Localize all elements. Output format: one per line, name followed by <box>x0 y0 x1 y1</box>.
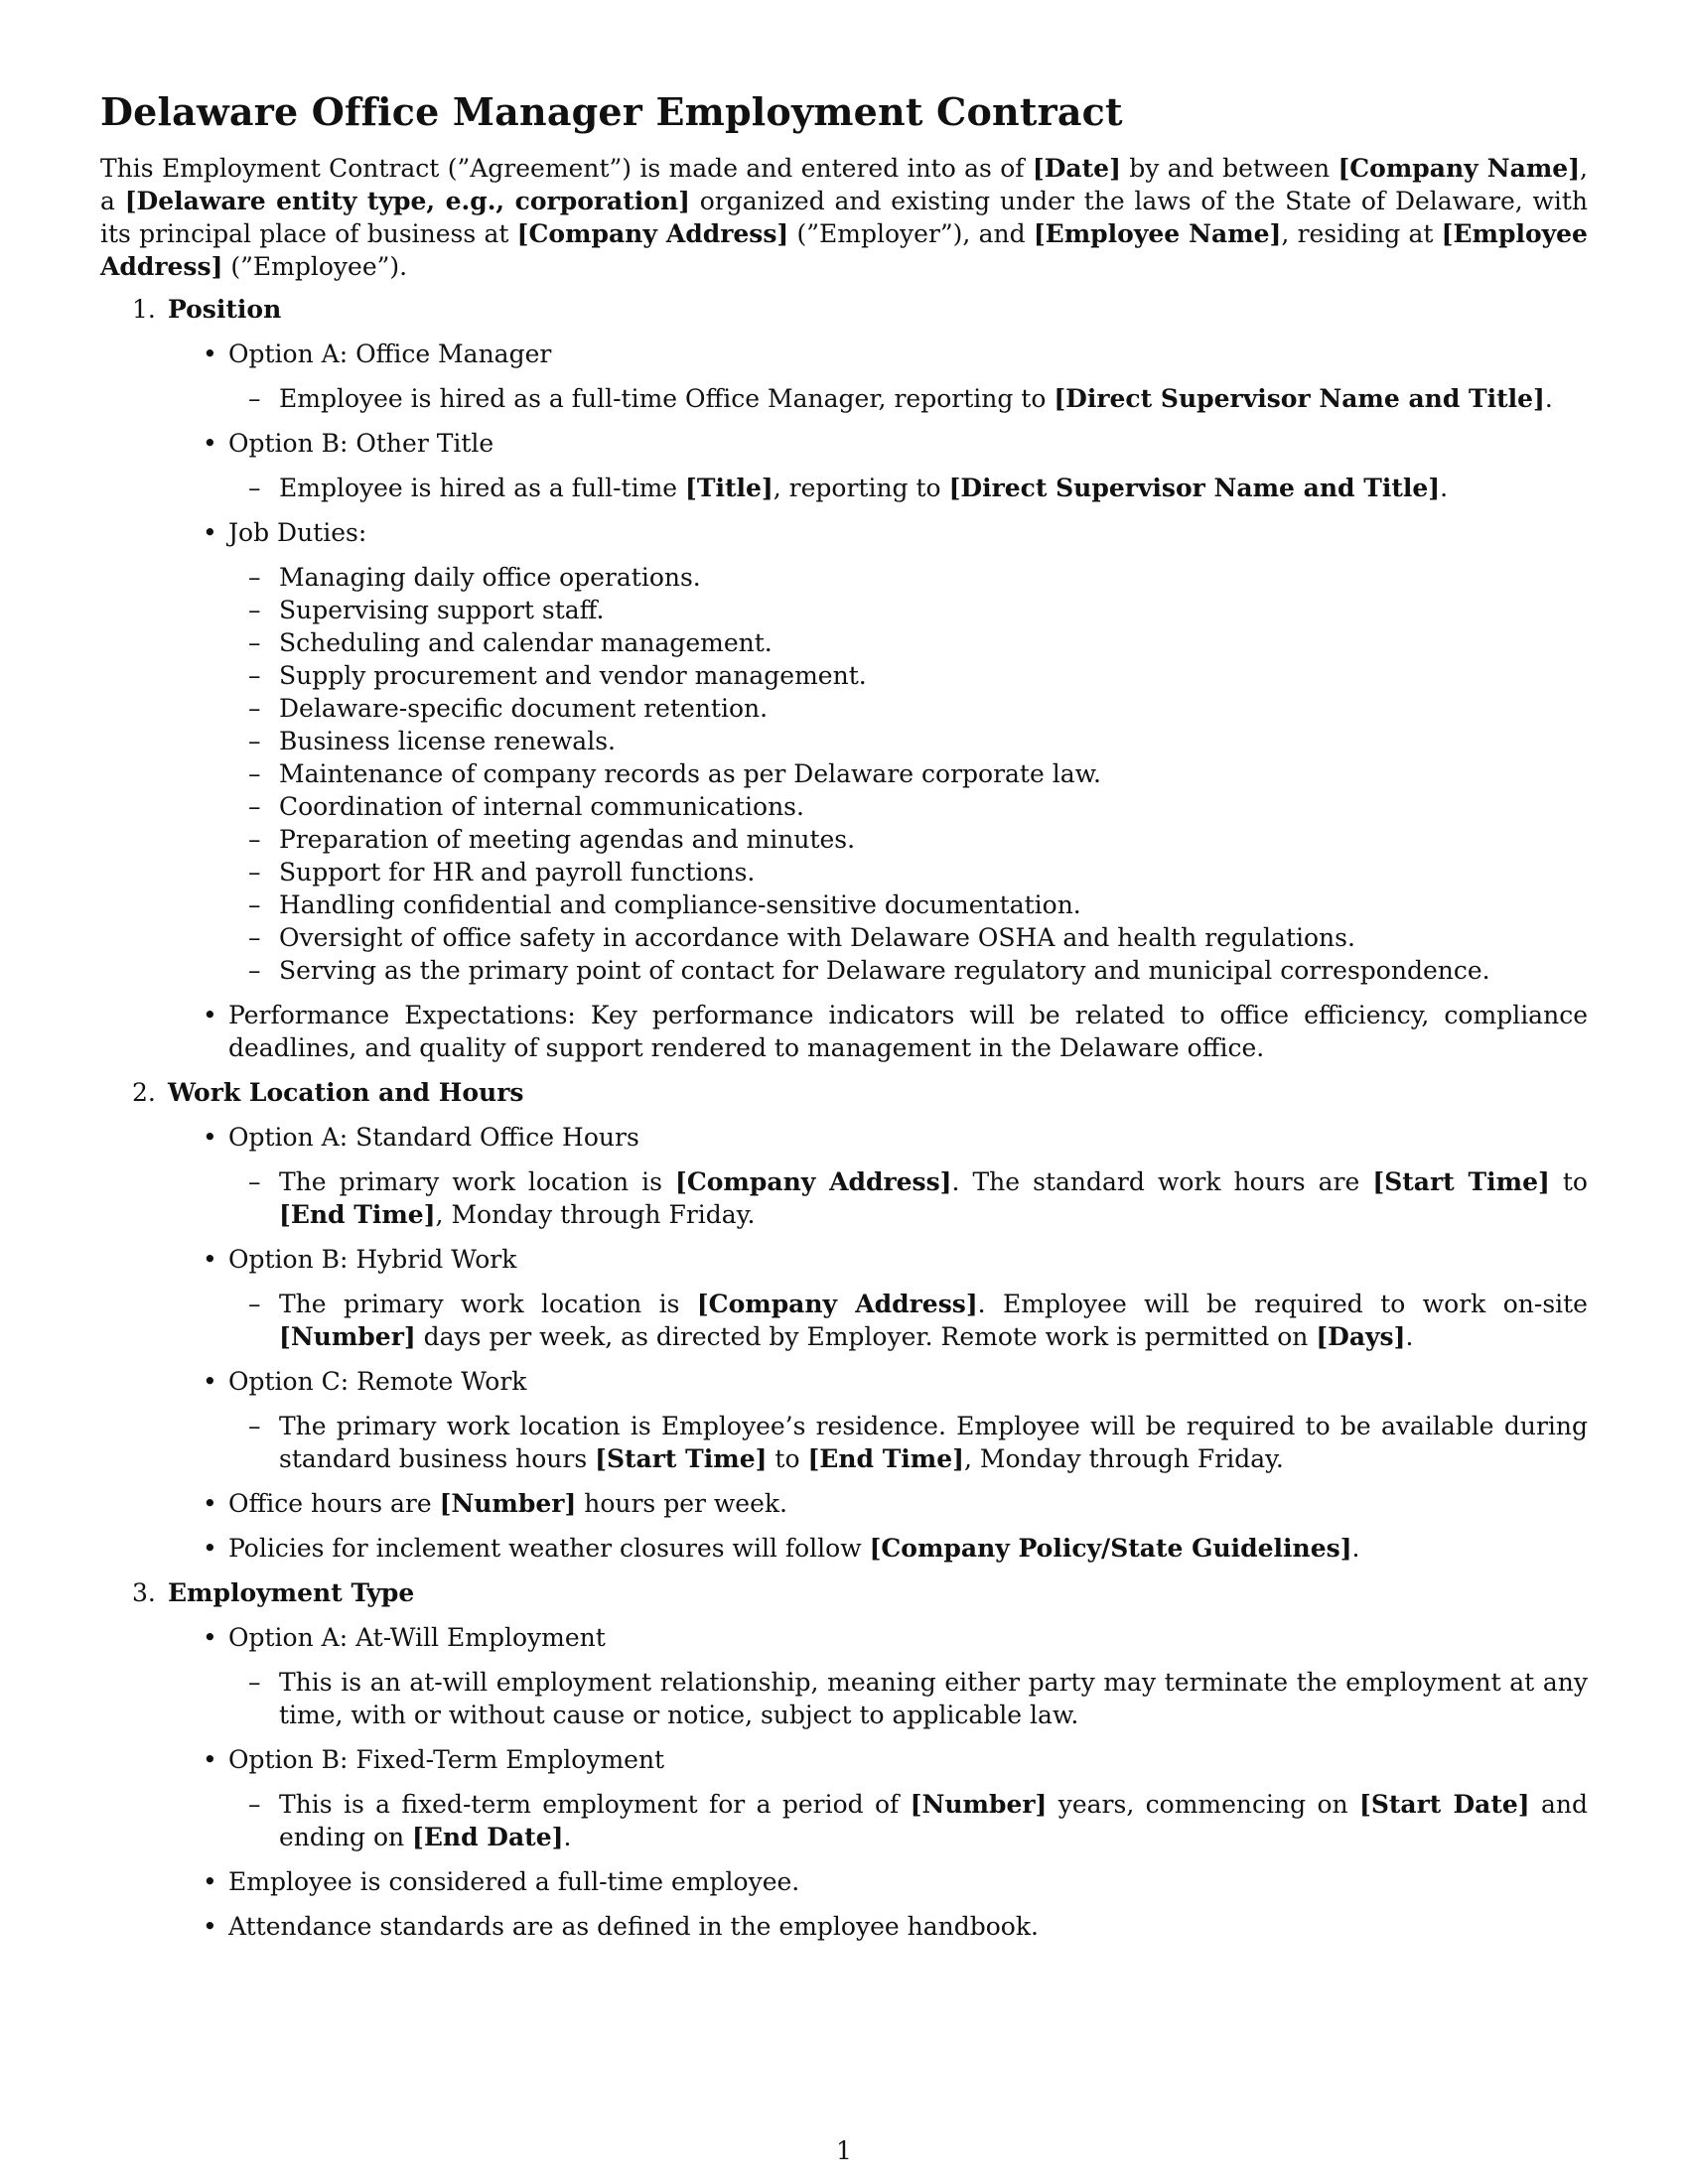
document-title: Delaware Office Manager Employment Contract <box>100 89 1123 134</box>
office-hours <box>228 1487 1588 1520</box>
dash-icon: – <box>248 727 261 755</box>
option-label: Option C: Remote Work <box>228 1367 527 1396</box>
placeholder-date: [Date] <box>1032 154 1121 183</box>
text: . <box>563 1823 572 1851</box>
placeholder-start-time: [Start Time] <box>595 1444 768 1473</box>
dash-icon: – <box>248 825 261 854</box>
bullet-icon: • <box>203 1245 217 1274</box>
intro-paragraph <box>100 152 1588 283</box>
placeholder-number: [Number] <box>279 1322 416 1351</box>
section-employment-type <box>100 1576 1588 1943</box>
bullet-icon: • <box>203 1867 217 1896</box>
text: , Monday through Friday. <box>435 1200 756 1229</box>
text: days per week, as directed by Employer. Remote work is permitted on <box>415 1322 1317 1351</box>
text: Employee is hired as a full-time <box>279 474 686 502</box>
text: Coordination of internal communications. <box>279 792 804 821</box>
text: The primary work location is Employee’s residence. Employee will be required to be available during standard business hours <box>279 1412 1588 1473</box>
text: . <box>1440 474 1449 502</box>
text: This is a fixed-term employment for a period of <box>279 1790 911 1819</box>
duty-item <box>228 856 1588 888</box>
intro-text: , a <box>100 154 1588 215</box>
text: . <box>1544 384 1553 413</box>
section-title: Work Location and Hours <box>168 1078 524 1107</box>
placeholder-company-name: [Company Name] <box>1337 154 1581 183</box>
intro-text: by and between <box>1120 154 1338 183</box>
section-number: 3. <box>132 1578 156 1607</box>
sub-list-item <box>228 382 1588 415</box>
text: Supervising support staff. <box>279 596 605 624</box>
text: Delaware-specific document retention. <box>279 694 769 723</box>
dash-icon: – <box>248 890 261 919</box>
duty-item <box>228 561 1588 594</box>
text: hours per week. <box>576 1489 787 1518</box>
job-duties-label: Job Duties: <box>228 518 367 547</box>
bullet-icon: • <box>203 1123 217 1152</box>
sub-list <box>228 382 1588 415</box>
dash-icon: – <box>248 858 261 887</box>
sub-list <box>228 1288 1588 1353</box>
text: Managing daily office operations. <box>279 563 701 592</box>
intro-text: This Employment Contract (”Agreement”) is made and entered into as of <box>100 154 1033 183</box>
list-item <box>168 1487 1588 1520</box>
bullet-icon: • <box>203 1623 217 1652</box>
list-item <box>168 1365 1588 1475</box>
sub-list <box>228 472 1588 504</box>
text: Maintenance of company records as per Delaware corporate law. <box>279 759 1102 788</box>
dash-icon: – <box>248 474 261 502</box>
list-item <box>168 1621 1588 1731</box>
dash-icon: – <box>248 563 261 592</box>
section-position <box>100 293 1588 1064</box>
placeholder-policy: [Company Policy/State Guidelines] <box>869 1534 1352 1563</box>
sub-list <box>228 1410 1588 1475</box>
placeholder-company-address: [Company Address] <box>516 219 789 248</box>
text: years, commencing on <box>1047 1790 1359 1819</box>
text: and ending on <box>279 1790 1588 1851</box>
sub-list <box>228 1666 1588 1731</box>
text: The primary work location is <box>279 1167 676 1196</box>
text: Oversight of office safety in accordance with Delaware OSHA and health regulations. <box>279 923 1355 952</box>
dash-icon: – <box>248 1412 261 1440</box>
text: This is an at-will employment relationship, meaning either party may terminate the employment at any time, with or without cause or notice, subject to applicable law. <box>279 1668 1588 1729</box>
bullet-icon: • <box>203 1745 217 1774</box>
text: . <box>1405 1322 1414 1351</box>
duty-item <box>228 790 1588 823</box>
option-label: Option B: Fixed-Term Employment <box>228 1745 665 1774</box>
performance-expectations: Performance Expectations: Key performance indicators will be related to office efficiency, compliance deadlines, and quality of support rendered to management in the Delaware office. <box>228 1001 1588 1062</box>
placeholder-start-time: [Start Time] <box>1372 1167 1550 1196</box>
list-item <box>168 338 1588 415</box>
option-label: Option B: Other Title <box>228 429 494 458</box>
sub-list-item <box>228 1288 1588 1353</box>
placeholder-company-address: [Company Address] <box>696 1290 978 1318</box>
weather-policy <box>228 1532 1588 1565</box>
list-item <box>168 999 1588 1064</box>
page-number: 1 <box>836 2136 852 2165</box>
list-item <box>168 1910 1588 1943</box>
document-page <box>100 84 1588 1955</box>
placeholder-supervisor: [Direct Supervisor Name and Title] <box>1054 384 1545 413</box>
sub-list <box>228 1788 1588 1853</box>
text: to <box>1549 1167 1588 1196</box>
sub-list-item <box>228 1165 1588 1231</box>
list-item <box>168 516 1588 987</box>
bullet-icon: • <box>203 1367 217 1396</box>
text: Serving as the primary point of contact for Delaware regulatory and municipal correspondence. <box>279 956 1490 985</box>
text: , reporting to <box>773 474 949 502</box>
bullet-icon: • <box>203 1912 217 1941</box>
text: Office hours are <box>228 1489 440 1518</box>
option-label: Option B: Hybrid Work <box>228 1245 517 1274</box>
list-item <box>168 1865 1588 1898</box>
text: The primary work location is <box>279 1290 697 1318</box>
placeholder-employee-address: [Employee Address] <box>100 219 1588 281</box>
text: Scheduling and calendar management. <box>279 628 773 657</box>
text: Policies for inclement weather closures will follow <box>228 1534 870 1563</box>
dash-icon: – <box>248 759 261 788</box>
text: Supply procurement and vendor management. <box>279 661 867 690</box>
section-title: Employment Type <box>168 1578 415 1607</box>
placeholder-supervisor: [Direct Supervisor Name and Title] <box>948 474 1441 502</box>
bullet-icon: • <box>203 1489 217 1518</box>
job-duties-list <box>228 561 1588 987</box>
option-label: Option A: Office Manager <box>228 340 552 368</box>
section-title: Position <box>168 295 282 324</box>
intro-text: (”Employer”), and <box>788 219 1034 248</box>
intro-text: organized and existing under the laws of the State of Delaware, with its principal place of business at <box>100 187 1589 248</box>
bullet-icon: • <box>203 1534 217 1563</box>
placeholder-days: [Days] <box>1316 1322 1406 1351</box>
dash-icon: – <box>248 1668 261 1697</box>
list-item <box>168 1743 1588 1853</box>
duty-item <box>228 757 1588 790</box>
list-item <box>168 1532 1588 1565</box>
sub-list <box>228 1165 1588 1231</box>
duty-item <box>228 725 1588 757</box>
duty-item <box>228 692 1588 725</box>
bullet-icon: • <box>203 340 217 368</box>
text: . <box>1351 1534 1360 1563</box>
sub-list-item <box>228 1666 1588 1731</box>
attendance-statement: Attendance standards are as defined in the employee handbook. <box>228 1912 1039 1941</box>
text: Handling confidential and compliance-sensitive documentation. <box>279 890 1081 919</box>
placeholder-end-date: [End Date] <box>412 1823 564 1851</box>
section-work-location <box>100 1076 1588 1565</box>
placeholder-number: [Number] <box>439 1489 577 1518</box>
text: to <box>767 1444 808 1473</box>
placeholder-end-time: [End Time] <box>807 1444 964 1473</box>
bullet-icon: • <box>203 429 217 458</box>
text: Business license renewals. <box>279 727 616 755</box>
placeholder-company-address: [Company Address] <box>675 1167 952 1196</box>
dash-icon: – <box>248 1167 261 1196</box>
placeholder-employee-name: [Employee Name] <box>1033 219 1282 248</box>
dash-icon: – <box>248 596 261 624</box>
placeholder-end-time: [End Time] <box>279 1200 436 1229</box>
bullet-icon: • <box>203 1001 217 1029</box>
sub-list-item <box>228 1788 1588 1853</box>
placeholder-start-date: [Start Date] <box>1358 1790 1530 1819</box>
duty-item <box>228 823 1588 856</box>
section-number: 2. <box>132 1078 156 1107</box>
section-number: 1. <box>132 295 156 324</box>
dash-icon: – <box>248 1290 261 1318</box>
text: Preparation of meeting agendas and minutes. <box>279 825 856 854</box>
text: . Employee will be required to work on-site <box>977 1290 1588 1318</box>
duty-item <box>228 888 1588 921</box>
duty-item <box>228 659 1588 692</box>
sub-list-item <box>228 1410 1588 1475</box>
full-time-statement: Employee is considered a full-time employee. <box>228 1867 800 1896</box>
list-item <box>168 1121 1588 1231</box>
text: Support for HR and payroll functions. <box>279 858 756 887</box>
placeholder-entity-type: [Delaware entity type, e.g., corporation] <box>124 187 690 215</box>
text: , Monday through Friday. <box>964 1444 1284 1473</box>
list-item <box>168 427 1588 504</box>
dash-icon: – <box>248 792 261 821</box>
duty-item <box>228 954 1588 987</box>
intro-text: , residing at <box>1281 219 1442 248</box>
dash-icon: – <box>248 628 261 657</box>
text: . The standard work hours are <box>951 1167 1373 1196</box>
sub-list-item <box>228 472 1588 504</box>
option-label: Option A: At-Will Employment <box>228 1623 606 1652</box>
bullet-icon: • <box>203 518 217 547</box>
option-label: Option A: Standard Office Hours <box>228 1123 639 1152</box>
dash-icon: – <box>248 1790 261 1819</box>
duty-item <box>228 921 1588 954</box>
intro-text: (”Employee”). <box>222 252 408 281</box>
text: Employee is hired as a full-time Office Manager, reporting to <box>279 384 1055 413</box>
dash-icon: – <box>248 694 261 723</box>
placeholder-number: [Number] <box>910 1790 1048 1819</box>
dash-icon: – <box>248 923 261 952</box>
dash-icon: – <box>248 661 261 690</box>
list-item <box>168 1243 1588 1353</box>
placeholder-title: [Title] <box>685 474 774 502</box>
duty-item <box>228 594 1588 626</box>
duty-item <box>228 626 1588 659</box>
dash-icon: – <box>248 384 261 413</box>
dash-icon: – <box>248 956 261 985</box>
